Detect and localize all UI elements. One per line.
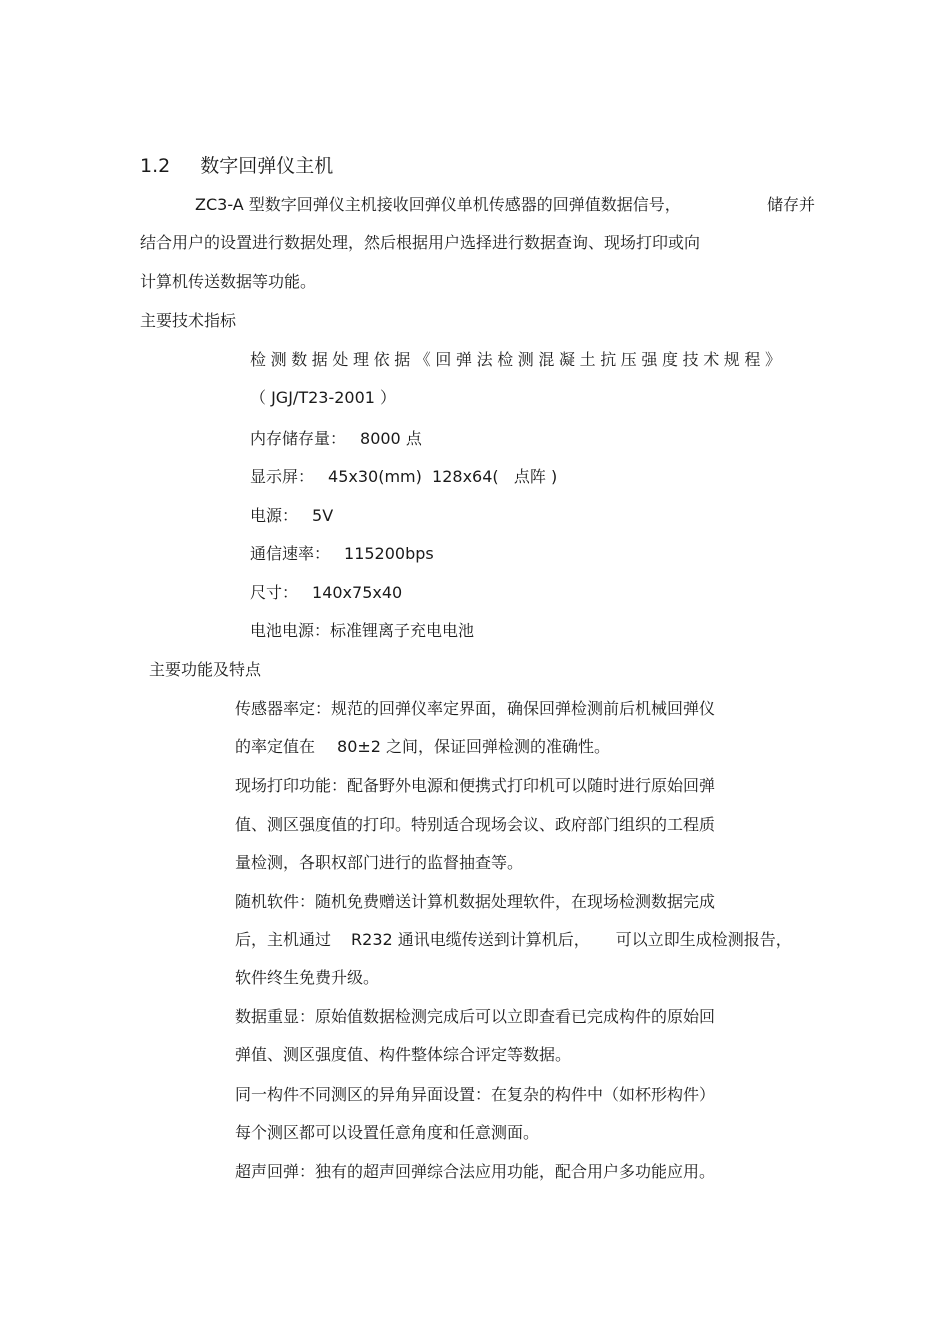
features-heading: 主要功能及特点 xyxy=(149,660,262,679)
section-number: 1.2 xyxy=(140,155,171,177)
intro-line-1-end: 储存并 xyxy=(767,195,816,214)
spec-display xyxy=(250,467,557,487)
feature-2-line-1: 现场打印功能：配备野外电源和便携式打印机可以随时进行原始回弹 xyxy=(235,776,716,795)
spec-comm-value: 115200bps xyxy=(344,544,434,563)
feature-4-line-2: 弹值、测区强度值、构件整体综合评定等数据。 xyxy=(235,1045,572,1064)
feature-text: 后，主机通过 xyxy=(235,930,332,949)
intro-text: ZC3-A 型数字回弹仪主机接收回弹仪单机传感器的回弹值数据信号， xyxy=(195,195,681,214)
feature-text: 可以立即生成检测报告， xyxy=(615,930,792,949)
intro-line-2: 结合用户的设置进行数据处理，然后根据用户选择进行数据查询、现场打印或向 xyxy=(140,233,701,252)
spec-power-label: 电源： xyxy=(250,506,299,525)
spec-display-label: 显示屏： xyxy=(250,467,315,486)
feature-5-line-1: 同一构件不同测区的异角异面设置：在复杂的构件中（如杯形构件） xyxy=(235,1085,716,1104)
spec-power-value: 5V xyxy=(312,506,334,525)
feature-3-line-1: 随机软件：随机免费赠送计算机数据处理软件，在现场检测数据完成 xyxy=(235,892,716,911)
feature-2-line-3: 量检测，各职权部门进行的监督抽查等。 xyxy=(235,853,524,872)
spec-display-value: 45x30(mm) 128x64( 点阵 ) xyxy=(328,467,558,486)
spec-memory xyxy=(250,429,422,449)
intro-line-3: 计算机传送数据等功能。 xyxy=(140,272,317,291)
specs-heading: 主要技术指标 xyxy=(140,311,237,330)
feature-text: 的率定值在 xyxy=(235,737,316,756)
spec-comm-label: 通信速率： xyxy=(250,544,331,563)
feature-2-line-2: 值、测区强度值的打印。特别适合现场会议、政府部门组织的工程质 xyxy=(235,815,716,834)
spec-basis-line-1: 检测数据处理依据《回弹法检测混凝土抗压强度技术规程》 xyxy=(250,350,786,369)
spec-size-value: 140x75x40 xyxy=(312,583,403,602)
spec-memory-value: 8000 点 xyxy=(360,429,422,448)
spec-comm xyxy=(250,544,434,564)
spec-size xyxy=(250,583,402,603)
feature-1-line-2 xyxy=(235,737,610,757)
spec-power xyxy=(250,506,333,526)
feature-text: R232 通讯电缆传送到计算机后， xyxy=(351,930,590,949)
feature-text: 80±2 之间，保证回弹检测的准确性。 xyxy=(337,737,611,756)
feature-6-line-1: 超声回弹：独有的超声回弹综合法应用功能，配合用户多功能应用。 xyxy=(235,1162,716,1181)
spec-size-label: 尺寸： xyxy=(250,583,299,602)
spec-battery: 电池电源：标准锂离子充电电池 xyxy=(250,621,475,640)
section-title: 数字回弹仪主机 xyxy=(200,155,334,177)
section-heading xyxy=(140,156,333,176)
feature-3-line-2 xyxy=(235,930,792,950)
spec-basis-line-2: （ JGJ/T23-2001 ） xyxy=(250,388,397,407)
spec-memory-label: 内存储存量： xyxy=(250,429,347,448)
feature-1-line-1: 传感器率定：规范的回弹仪率定界面，确保回弹检测前后机械回弹仪 xyxy=(235,699,716,718)
intro-line-1 xyxy=(195,195,681,215)
feature-4-line-1: 数据重显：原始值数据检测完成后可以立即查看已完成构件的原始回 xyxy=(235,1007,716,1026)
feature-3-line-3: 软件终生免费升级。 xyxy=(235,968,380,987)
feature-5-line-2: 每个测区都可以设置任意角度和任意测面。 xyxy=(235,1123,540,1142)
